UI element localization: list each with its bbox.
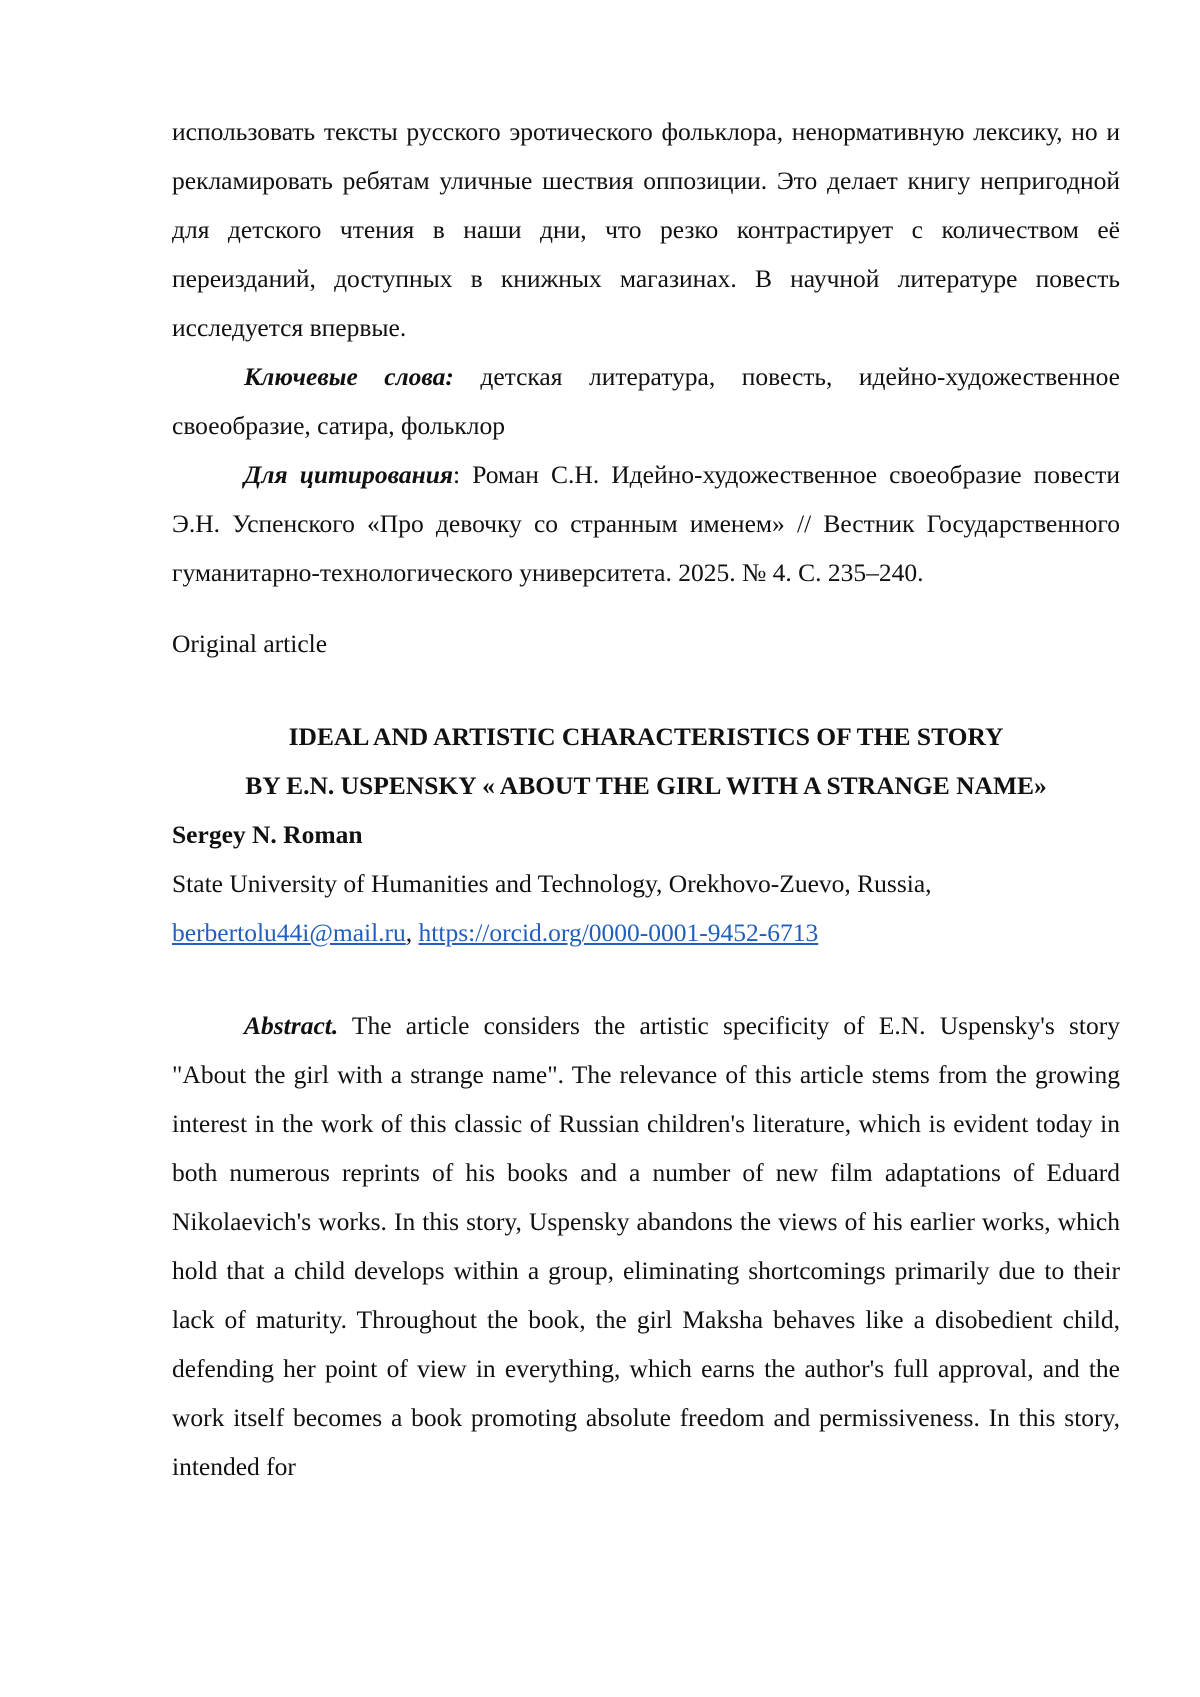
contact-separator: , xyxy=(405,918,419,947)
ru-citation xyxy=(172,450,1120,597)
author-name: Sergey N. Roman xyxy=(172,820,363,849)
ru-keywords-text: детская литература, повесть, идейно-художественное своеобразие, сатира, фольклор xyxy=(172,362,1120,440)
en-title-line-2: BY E.N. USPENSKY « ABOUT THE GIRL WITH A STRANGE NAME» xyxy=(245,771,1047,800)
ru-abstract-continuation: использовать тексты русского эротического фольклора, ненормативную лексику, но и рекламировать ребятам уличные шествия оппозиции. Это делает книгу непригодной для детского чтения в наши дни, что резко контрастирует с количеством её переизданий, доступных в книжных магазинах. В научной литературе повесть исследуется впервые. xyxy=(172,117,1120,342)
author-affiliation: State University of Humanities and Technology, Orekhovo-Zuevo, Russia, xyxy=(172,869,932,898)
en-title-line-1: IDEAL AND ARTISTIC CHARACTERISTICS OF THE STORY xyxy=(288,722,1004,751)
en-title xyxy=(172,712,1120,810)
ru-keywords-label: Ключевые слова: xyxy=(244,362,454,391)
en-abstract-label: Abstract. xyxy=(244,1011,339,1040)
en-abstract-text: The article considers the artistic specificity of E.N. Uspensky's story "About the girl with a strange name". The relevance of this article stems from the growing interest in the work of this classic of Russian children's literature, which is evident today in both numerous reprints of his books and a number of new film adaptations of Eduard Nikolaevich's works. In this story, Uspensky abandons the views of his earlier works, which hold that a child develops within a group, eliminating shortcomings primarily due to their lack of maturity. Throughout the book, the girl Maksha behaves like a disobedient child, defending her point of view in everything, which earns the author's full approval, and the work itself becomes a book promoting absolute freedom and permissiveness. In this story, intended for xyxy=(172,1011,1120,1481)
document-page xyxy=(172,107,1120,1491)
article-type: Original article xyxy=(172,629,328,658)
ru-citation-label: Для цитирования xyxy=(244,460,454,489)
en-abstract xyxy=(172,1001,1120,1491)
email-link[interactable]: berbertolu44i@mail.ru xyxy=(172,918,406,947)
orcid-link[interactable]: https://orcid.org/0000-0001-9452-6713 xyxy=(418,918,819,947)
ru-citation-text: : Роман С.Н. Идейно-художественное своеобразие повести Э.Н. Успенского «Про девочку со странным именем» // Вестник Государственного гуманитарно-технологического университета. 2025. № 4. С. 235–240. xyxy=(172,460,1120,587)
ru-keywords xyxy=(172,352,1120,450)
author-contacts xyxy=(172,908,1120,957)
